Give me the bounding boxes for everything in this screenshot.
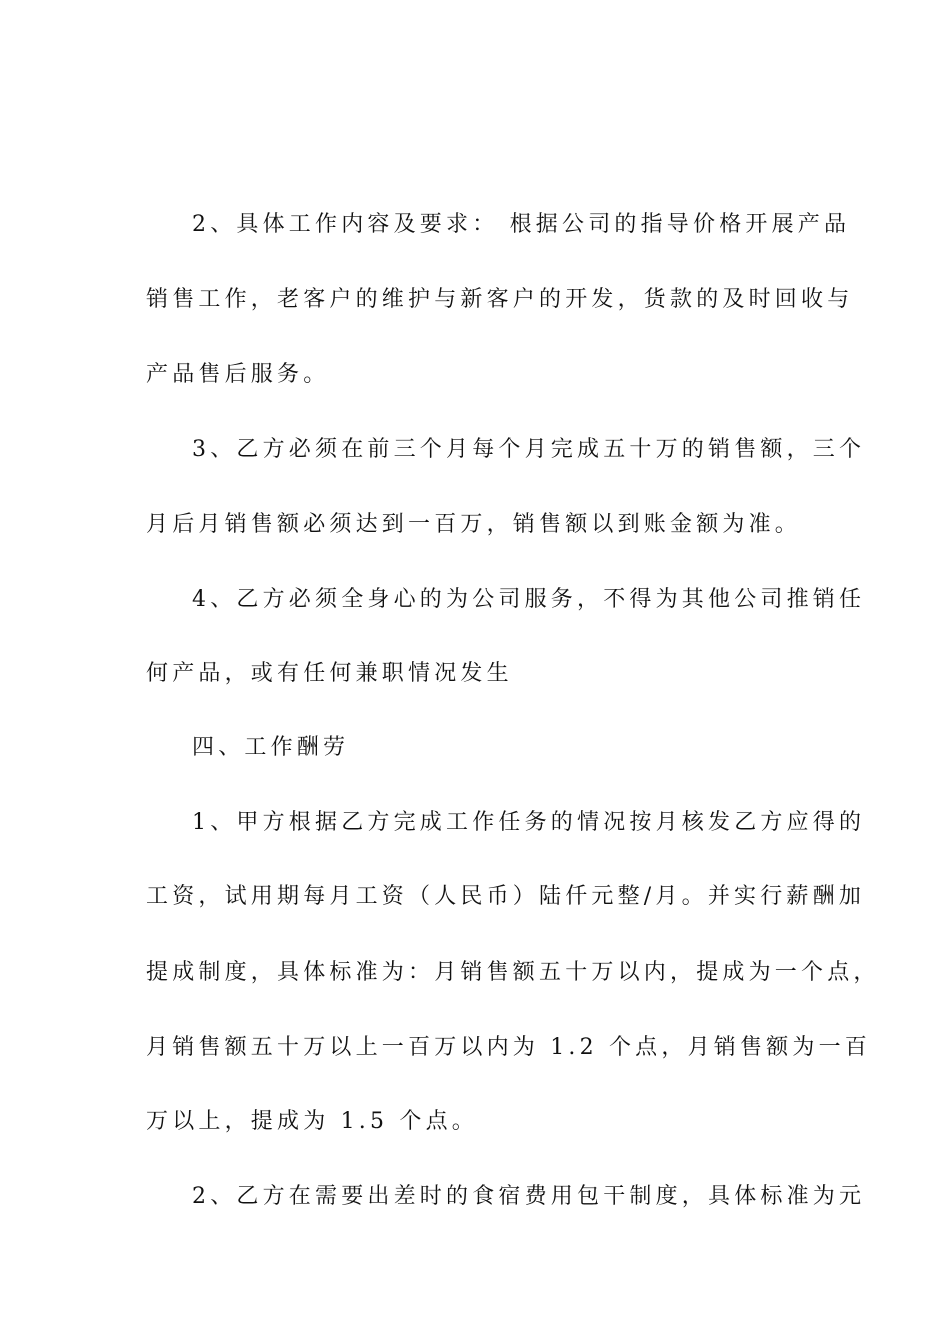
paragraph-line: 2、乙方在需要出差时的食宿费用包干制度，具体标准为元 (192, 1184, 866, 1209)
paragraph-line: 2、具体工作内容及要求： 根据公司的指导价格开展产品 (192, 212, 851, 237)
paragraph-line: 何产品，或有任何兼职情况发生 (146, 661, 513, 686)
paragraph-line: 月后月销售额必须达到一百万，销售额以到账金额为准。 (146, 512, 802, 537)
paragraph-line: 产品售后服务。 (146, 362, 330, 387)
paragraph-line: 提成制度，具体标准为：月销售额五十万以内，提成为一个点， (146, 960, 880, 985)
paragraph-line: 4、乙方必须全身心的为公司服务，不得为其他公司推销任 (192, 587, 866, 612)
paragraph-line: 销售工作，老客户的维护与新客户的开发，货款的及时回收与 (146, 287, 854, 312)
paragraph-line: 工资，试用期每月工资（人民币）陆仟元整/月。并实行薪酬加 (146, 884, 866, 909)
paragraph-line: 1、甲方根据乙方完成工作任务的情况按月核发乙方应得的 (192, 810, 866, 835)
paragraph-line: 月销售额五十万以上一百万以内为 1.2 个点，月销售额为一百 (146, 1035, 871, 1060)
paragraph-line: 万以上，提成为 1.5 个点。 (146, 1109, 478, 1134)
section-heading: 四、工作酬劳 (192, 735, 350, 760)
paragraph-line: 3、乙方必须在前三个月每个月完成五十万的销售额，三个 (192, 437, 866, 462)
